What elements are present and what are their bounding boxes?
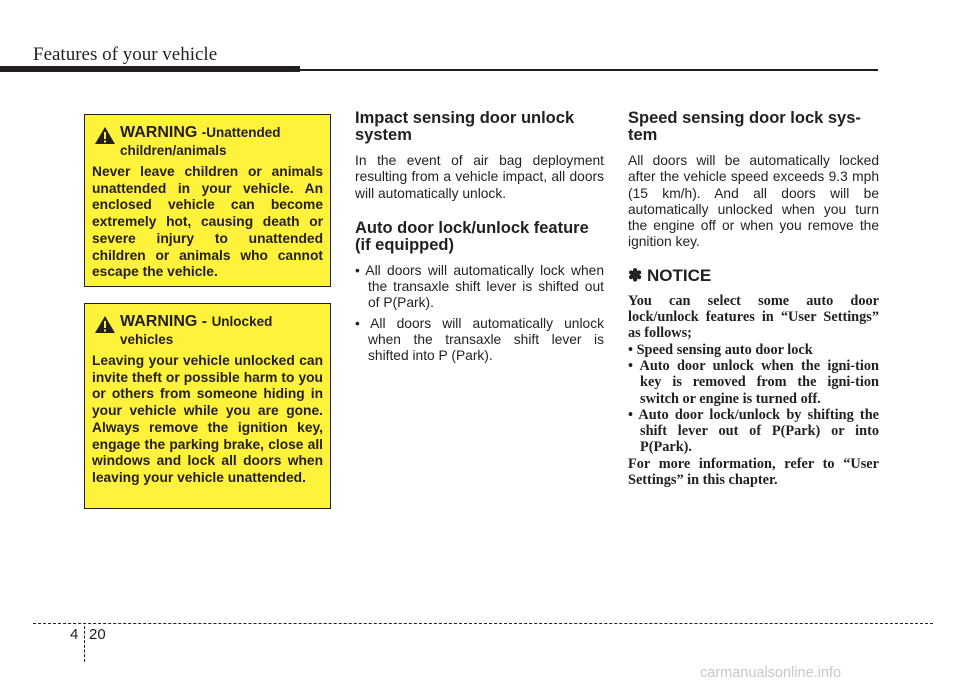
list-item: • Speed sensing auto door lock bbox=[628, 341, 813, 358]
notice-intro: You can select some auto door lock/unlock features in “User Settings” as follows; bbox=[628, 292, 879, 342]
warning-subtitle: -Unattended children/animals bbox=[120, 125, 281, 158]
auto-lock-list bbox=[355, 263, 604, 365]
warning-box-unattended bbox=[84, 114, 331, 287]
speed-heading: Speed sensing door lock sys-tem bbox=[628, 109, 861, 144]
watermark: carmanualsonline.info bbox=[700, 665, 842, 681]
list-item: • Auto door lock/unlock by shifting the shift lever out of P(Park) or into P(Park). bbox=[628, 406, 879, 456]
warning-keyword: WARNING - bbox=[120, 313, 208, 330]
list-item: • Auto door unlock when the igni-tion key is removed from the igni-tion switch or engine is turned off. bbox=[628, 357, 879, 407]
warning-triangle-icon bbox=[94, 315, 116, 334]
right-column bbox=[628, 110, 879, 488]
footer-rule bbox=[33, 623, 933, 624]
warning-keyword: WARNING bbox=[120, 124, 198, 141]
warning-box-unlocked bbox=[84, 303, 331, 509]
warning-subtitle: Unlocked vehicles bbox=[120, 314, 273, 347]
list-item: • All doors will automatically lock when the transaxle shift lever is shifted out of P(Park). bbox=[355, 262, 604, 311]
page-number: 20 bbox=[89, 626, 106, 643]
impact-body: In the event of air bag deployment resulting from a vehicle impact, all doors will automatically unlock. bbox=[355, 153, 604, 201]
warning-body: Never leave children or animals unattended in your vehicle. An enclosed vehicle can become extremely hot, causing death or severe injury to unattended children or animals who cannot escape the vehicle. bbox=[92, 164, 323, 280]
page-header-title: Features of your vehicle bbox=[33, 44, 218, 65]
footer-divider bbox=[84, 626, 85, 662]
warning-body: Leaving your vehicle unlocked can invite theft or possible harm to you or others from someone hiding in your vehicle while you are gone. Always remove the ignition key, engage the parking brake, close all windows and lock all doors when leaving your vehicle unattended. bbox=[92, 353, 323, 485]
warning-triangle-icon bbox=[94, 126, 116, 145]
middle-column bbox=[355, 110, 604, 369]
list-item: • All doors will automatically unlock when the transaxle shift lever is shifted into P (Park). bbox=[355, 315, 604, 364]
notice-title: ✽ NOTICE bbox=[628, 265, 712, 285]
chapter-number: 4 bbox=[70, 626, 79, 643]
speed-body: All doors will be automatically locked after the vehicle speed exceeds 9.3 mph (15 km/h). And all doors will be automatically unlocked when you turn the engine off or when you remove the ignition key. bbox=[628, 153, 879, 250]
impact-heading: Impact sensing door unlock system bbox=[355, 109, 575, 144]
notice-outro: For more information, refer to “User Settings” in this chapter. bbox=[628, 455, 879, 489]
notice-body bbox=[628, 293, 879, 489]
header-rule-thick bbox=[0, 66, 300, 72]
auto-lock-heading: Auto door lock/unlock feature (if equipped) bbox=[355, 218, 589, 254]
header-rule-thin bbox=[300, 69, 878, 71]
